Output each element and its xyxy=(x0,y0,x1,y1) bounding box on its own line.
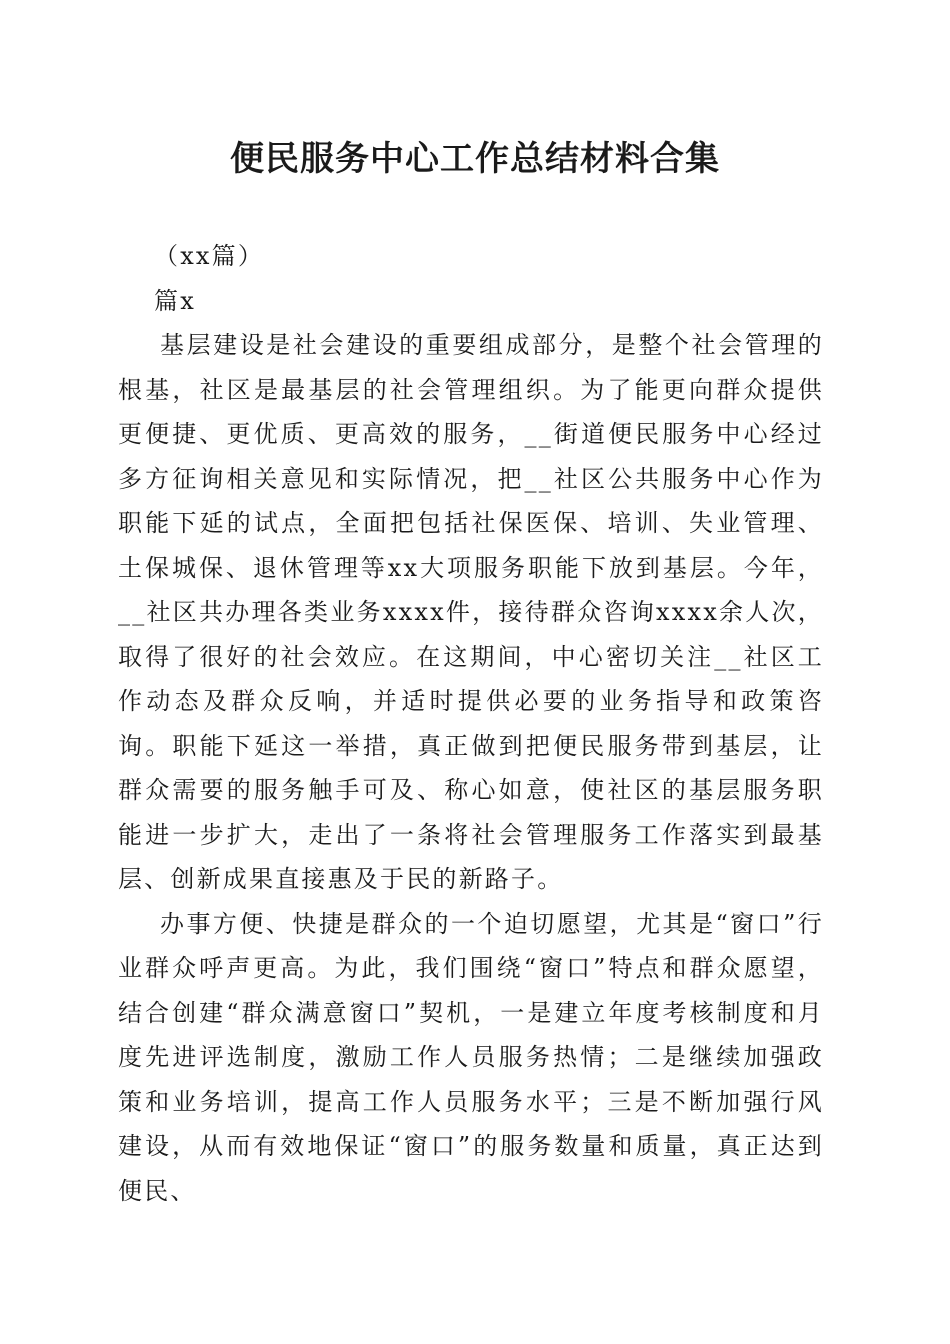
paragraph-1: 基层建设是社会建设的重要组成部分，是整个社会管理的根基，社区是最基层的社会管理组织。为了能更向群众提供更便捷、更优质、更高效的服务，__街道便民服务中心经过多方征询相关意见和实际情况，把__社区公共服务中心作为职能下延的试点，全面把包括社保医保、培训、失业管理、土保城保、退休管理等xx大项服务职能下放到基层。今年，__社区共办理各类业务xxxx件，接待群众咨询xxxx余人次，取得了很好的社会效应。在这期间，中心密切关注__社区工作动态及群众反响，并适时提供必要的业务指导和政策咨询。职能下延这一举措，真正做到把便民服务带到基层，让群众需要的服务触手可及、称心如意，使社区的基层服务职能进一步扩大，走出了一条将社会管理服务工作落实到最基层、创新成果直接惠及于民的新路子。 xyxy=(118,331,824,893)
section-label: 篇x xyxy=(154,286,196,315)
article-count: （xx篇） xyxy=(154,242,265,270)
document-body xyxy=(118,234,824,1213)
document-title: 便民服务中心工作总结材料合集 xyxy=(230,139,720,179)
paragraph-2: 办事方便、快捷是群众的一个迫切愿望，尤其是“窗口”行业群众呼声更高。为此，我们围绕“窗口”特点和群众愿望，结合创建“群众满意窗口”契机，一是建立年度考核制度和月度先进评选制度，激励工作人员服务热情；二是继续加强政策和业务培训，提高工作人员服务水平；三是不断加强行风建设，从而有效地保证“窗口”的服务数量和质量，真正达到便民、 xyxy=(118,909,824,1205)
